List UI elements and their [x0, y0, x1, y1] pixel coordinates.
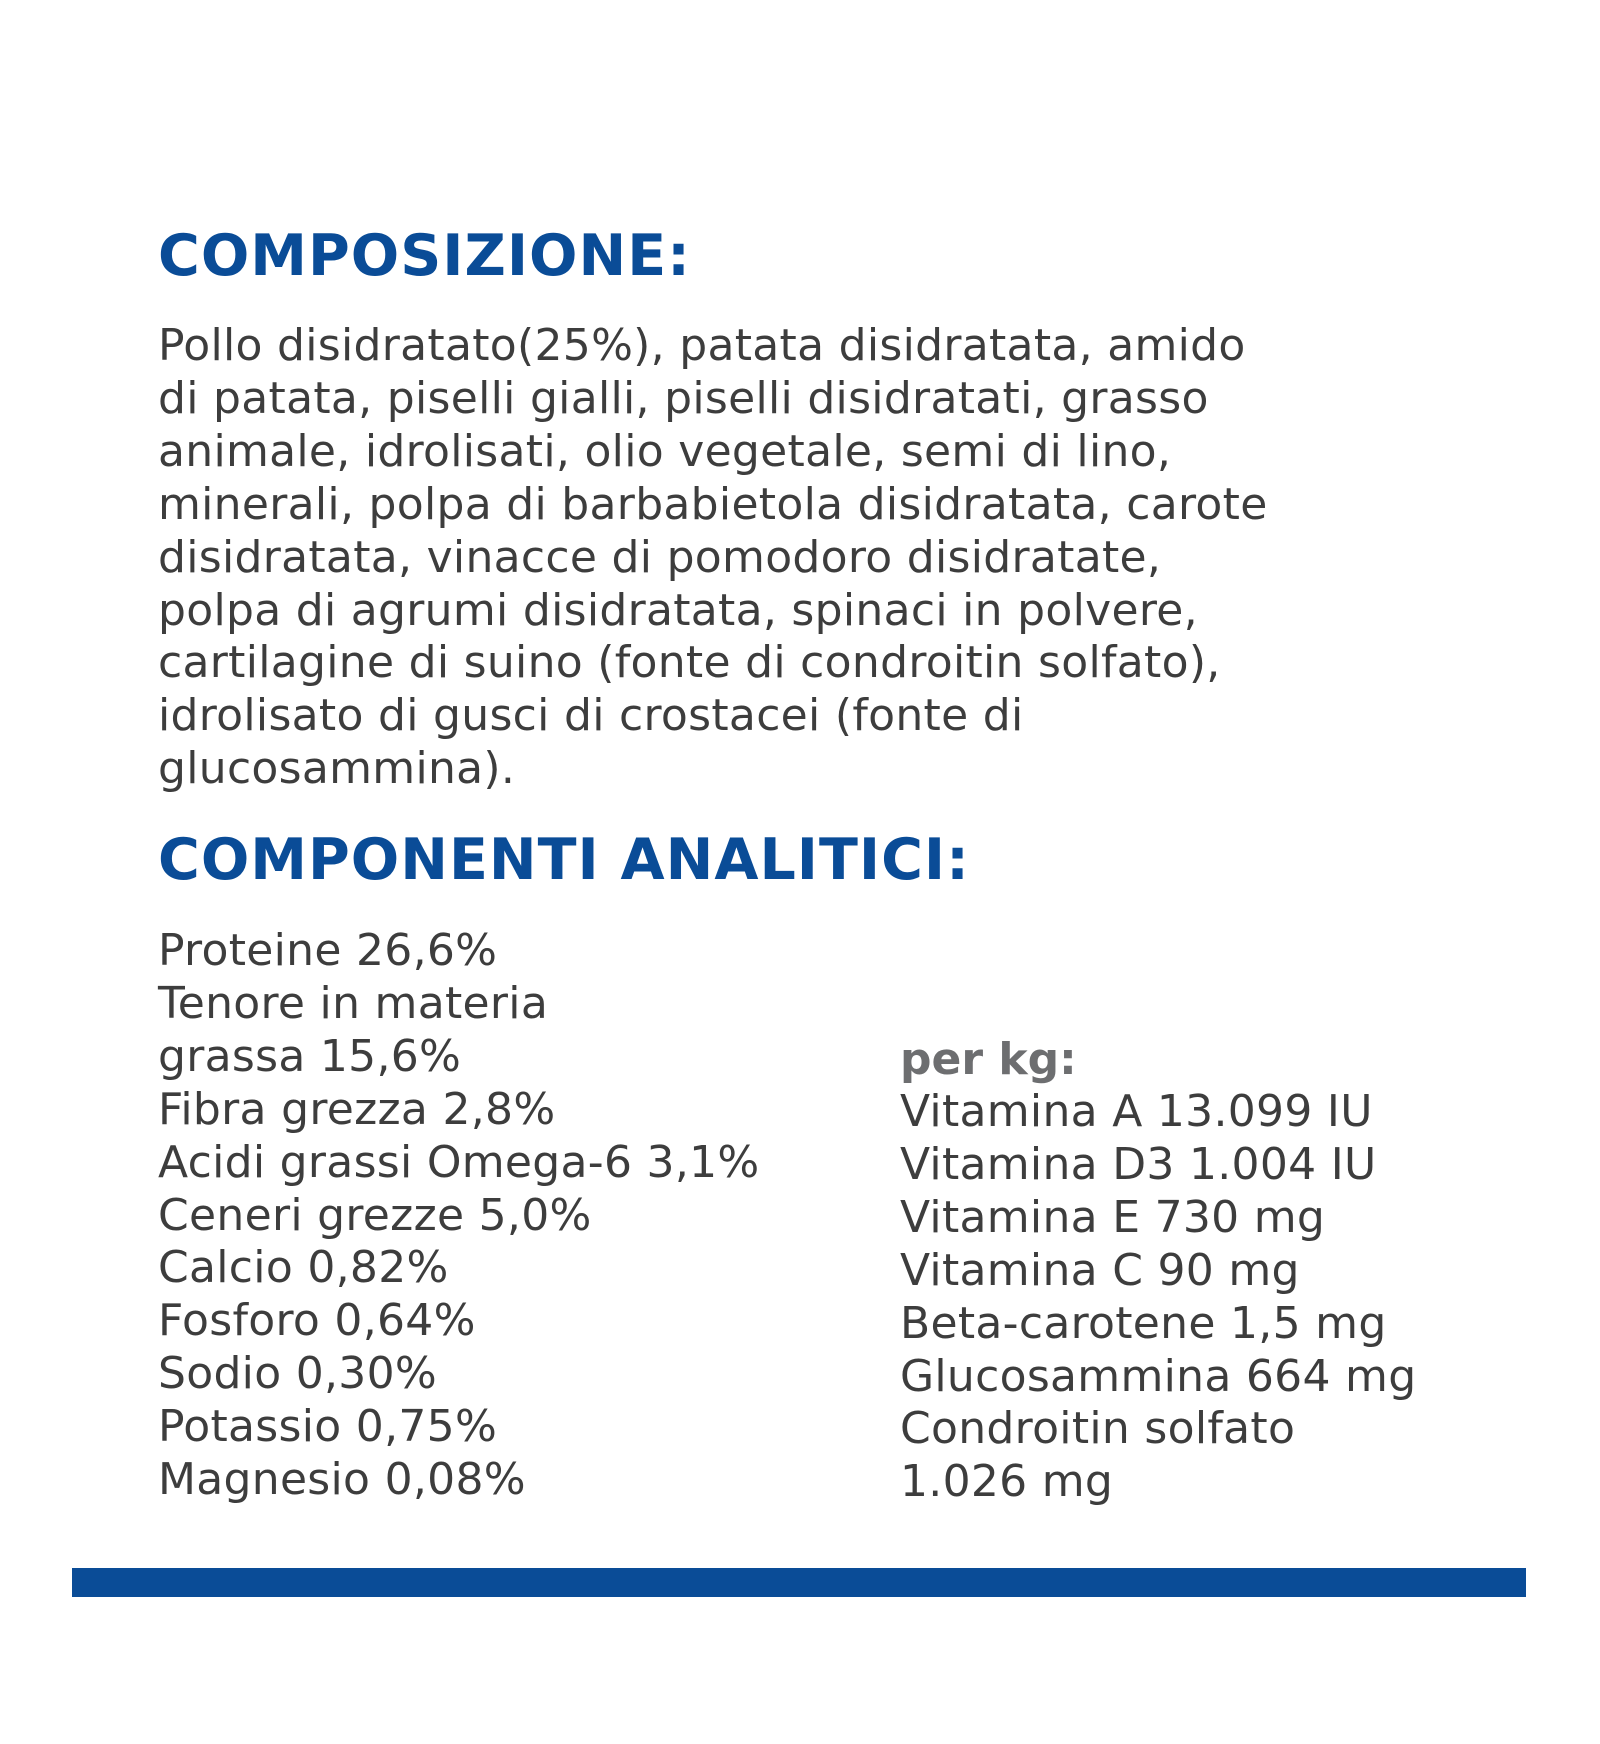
additive-item: 1.026 mg: [900, 1456, 1114, 1508]
composition-line: minerali, polpa di barbabietola disidratata, carote: [158, 478, 1268, 530]
additives-list: [900, 1086, 1416, 1509]
additive-item: Beta-carotene 1,5 mg: [900, 1297, 1387, 1349]
composition-line: glucosammina).: [158, 743, 516, 795]
analytic-item: Potassio 0,75%: [158, 1401, 498, 1453]
per-kg-label: per kg:: [900, 1034, 1077, 1085]
additive-item: Vitamina D3 1.004 IU: [900, 1138, 1377, 1190]
analytic-item: Magnesio 0,08%: [158, 1454, 526, 1506]
composition-line: di patata, piselli gialli, piselli disidratati, grasso: [158, 372, 1209, 424]
analytic-item: Calcio 0,82%: [158, 1242, 449, 1294]
additive-item: Glucosammina 664 mg: [900, 1350, 1417, 1402]
additive-item: Condroitin solfato: [900, 1403, 1296, 1455]
analytic-components-list: [158, 925, 760, 1507]
composition-line: Pollo disidratato(25%), patata disidratata, amido: [158, 320, 1246, 371]
composition-line: disidratata, vinacce di pomodoro disidratate,: [158, 531, 1162, 583]
additive-item: Vitamina C 90 mg: [900, 1244, 1300, 1296]
composition-line: polpa di agrumi disidratata, spinaci in polvere,: [158, 584, 1198, 636]
composition-line: idrolisato di gusci di crostacei (fonte di: [158, 690, 1024, 742]
analytic-item: Fosforo 0,64%: [158, 1295, 476, 1347]
analytic-heading: COMPONENTI ANALITICI:: [158, 827, 970, 893]
analytic-item: Tenore in materia: [158, 977, 549, 1029]
additive-item: Vitamina A 13.099 IU: [900, 1086, 1373, 1137]
composition-line: cartilagine di suino (fonte di condroitin solfato),: [158, 637, 1221, 689]
composition-text: [158, 320, 1268, 796]
analytic-item: Fibra grezza 2,8%: [158, 1083, 556, 1135]
composition-heading: COMPOSIZIONE:: [158, 223, 691, 289]
analytic-item: grassa 15,6%: [158, 1030, 462, 1082]
analytic-item: Ceneri grezze 5,0%: [158, 1189, 592, 1241]
additive-item: Vitamina E 730 mg: [900, 1191, 1326, 1243]
footer-divider-bar: [72, 1568, 1526, 1597]
analytic-item: Sodio 0,30%: [158, 1348, 437, 1400]
composition-line: animale, idrolisati, olio vegetale, semi di lino,: [158, 425, 1172, 477]
analytic-item: Proteine 26,6%: [158, 925, 498, 976]
analytic-item: Acidi grassi Omega-6 3,1%: [158, 1136, 760, 1188]
